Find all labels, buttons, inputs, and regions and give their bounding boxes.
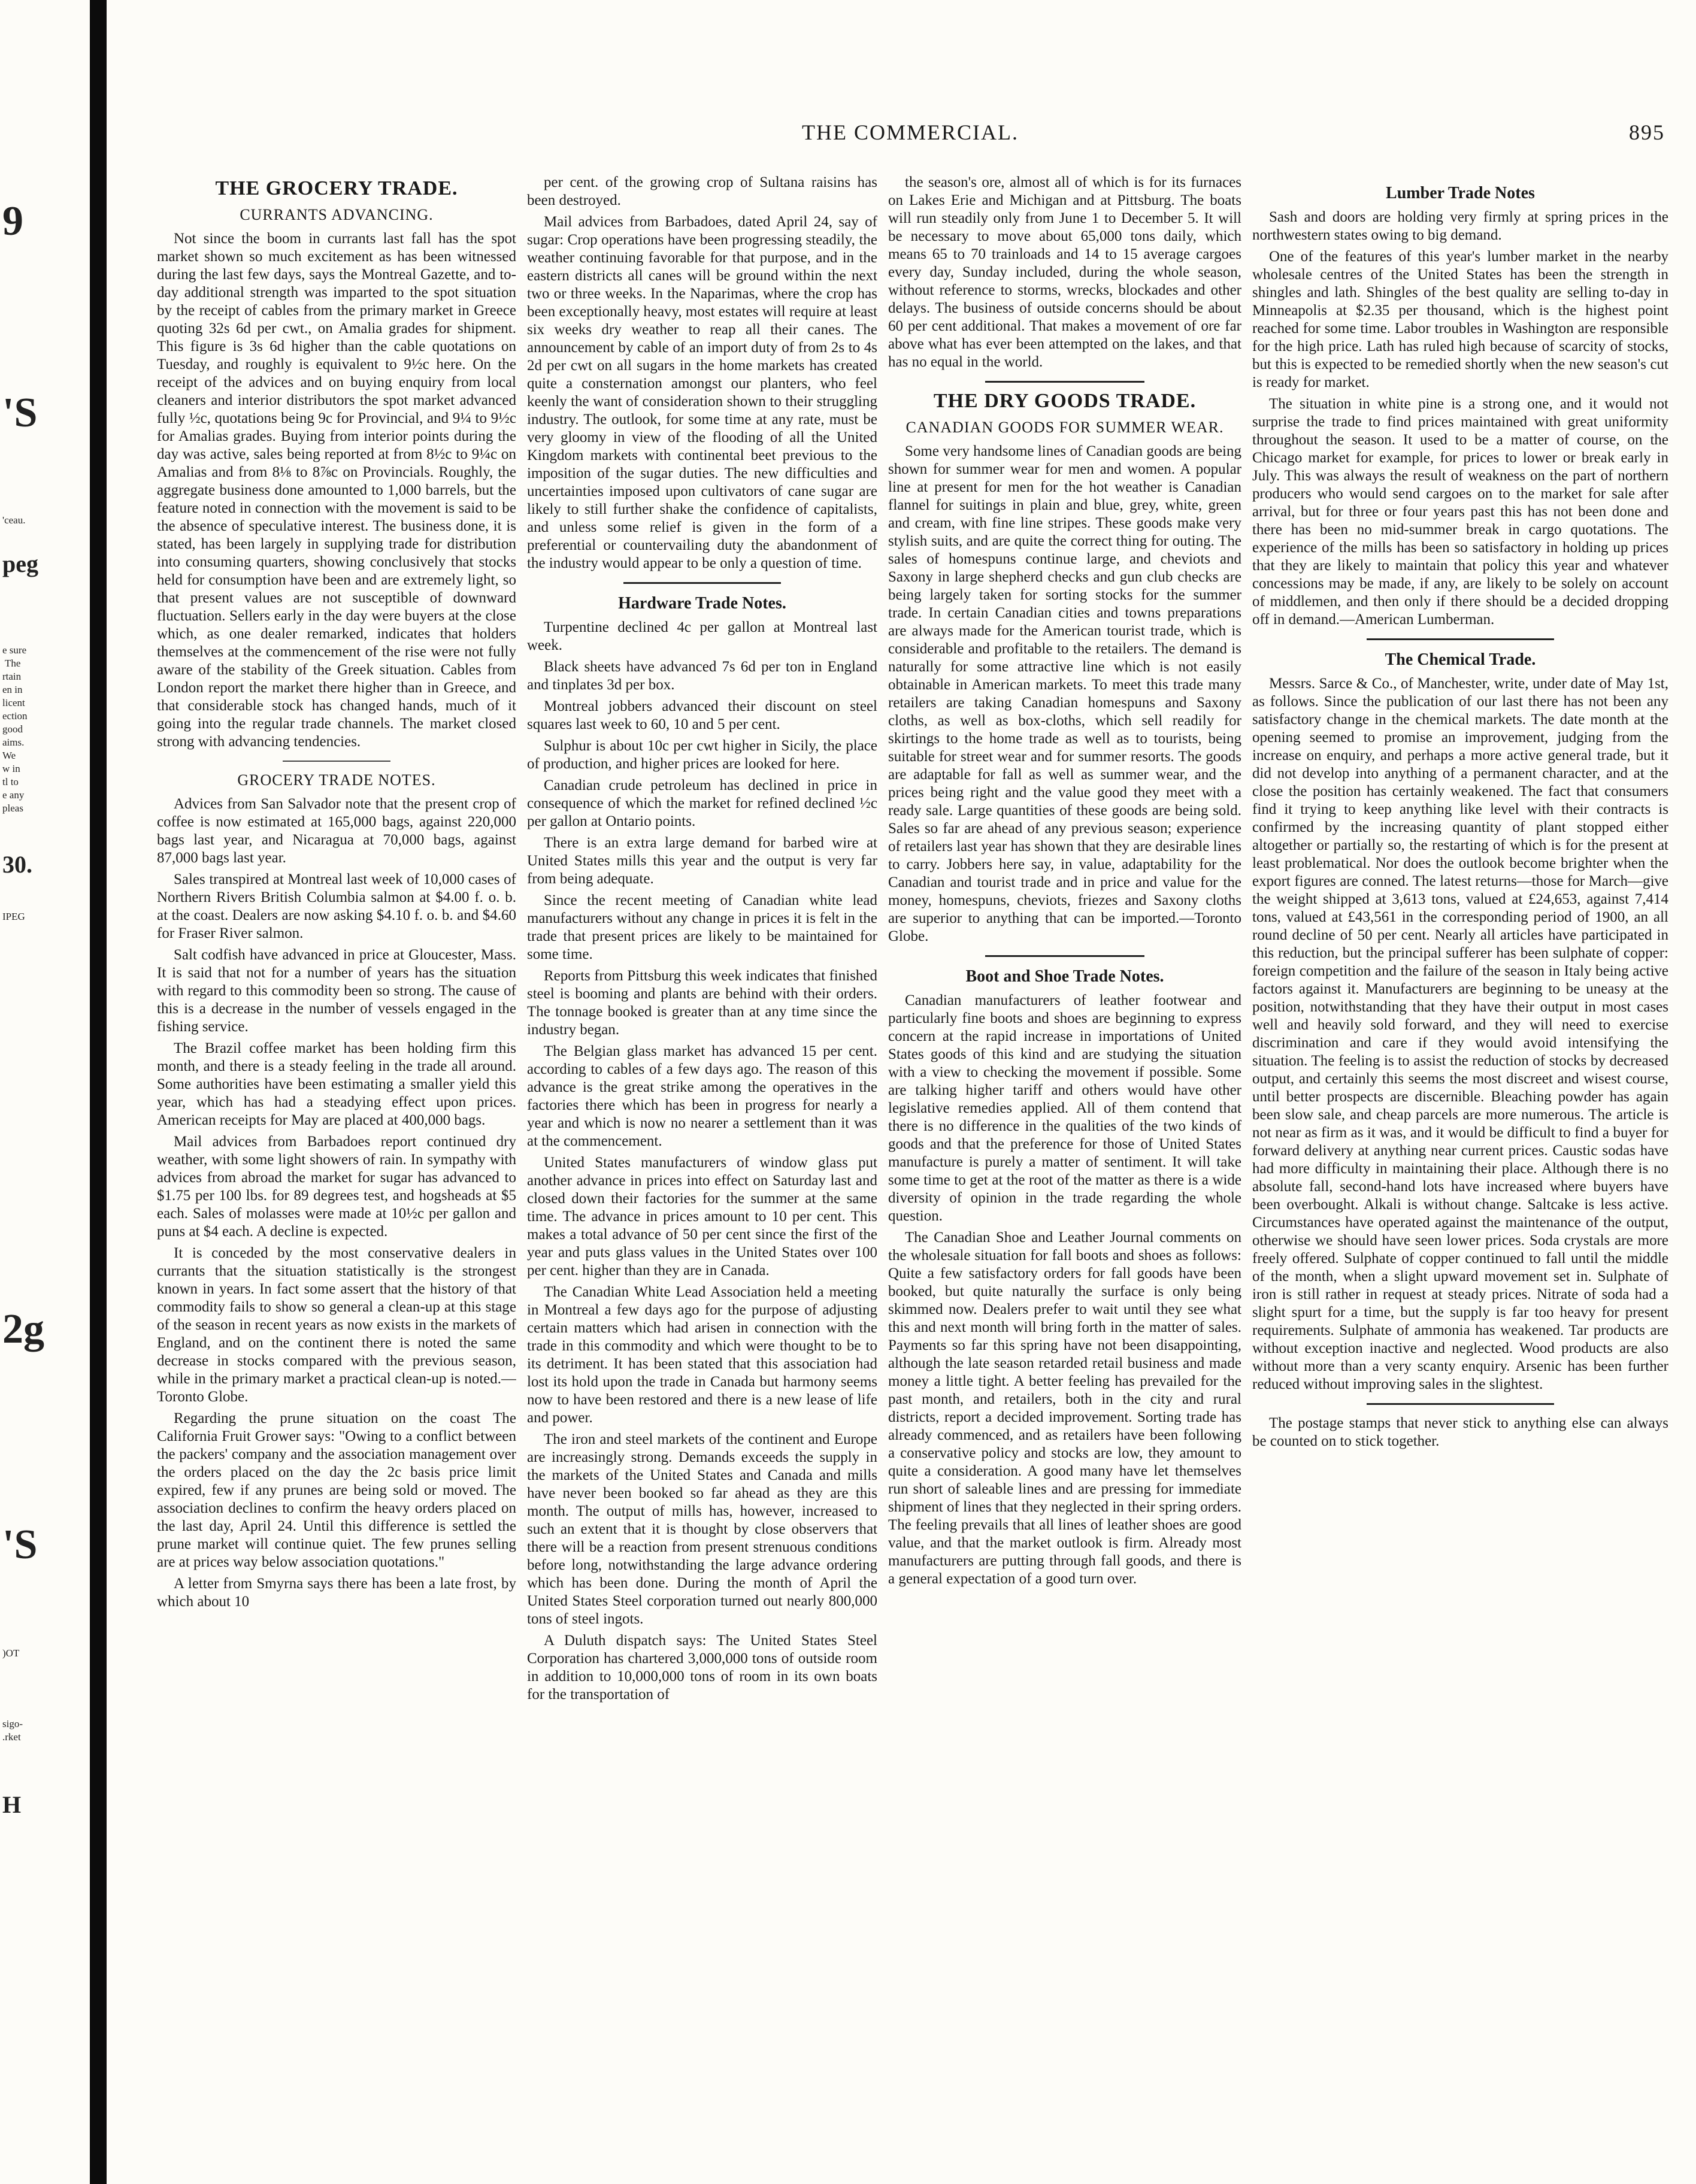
paragraph: Montreal jobbers advanced their discount on steel squares last week to 60, 10 and 5 per cent.: [527, 698, 877, 732]
paragraph: The Canadian Shoe and Leather Journal comments on the wholesale situation for fall boots and shoes as follows: Quite a few satisfactory orders for fall goods have been booked, but quite naturally the surface is only being skimmed now. Dealers prefer to wait until they see what this and next month will bring forth in the matter of sales. Payments so far this spring have not been disappointing, although the late season retarded retail business and made money a little tight. A better feeling has prevailed for the past month, and retailers, both in the city and rural districts, report a decided improvement. Sorting trade has already commenced, and as retailers have been following a conservative policy and stocks are low, they amount to quite a consideration. A good many have let themselves run short of saleable lines and are pressing for immediate shipment of lines that they neglected in their spring orders. The feeling prevails that all lines of leather shoes are good value, and that the market outlook is firm. Already most manufacturers are putting through fall goods, and there is a general expectation of a good turn over.: [888, 1229, 1241, 1587]
subheading-currants: CURRANTS ADVANCING.: [240, 206, 434, 223]
edge-fragment: peg: [2, 550, 38, 577]
paragraph: Advices from San Salvador note that the present crop of coffee is now estimated at 165,000 bags, against 220,000 bags last year, and Nicaragua at 70,000 bags, against 87,000 bags last year.: [157, 796, 516, 866]
paragraph: Sash and doors are holding very firmly at spring prices in the northwestern states owing to big demand.: [1252, 209, 1668, 243]
divider: [1367, 1403, 1554, 1405]
edge-fragment: IPEG: [2, 911, 25, 922]
binding-gutter: [90, 0, 107, 2184]
paragraph: The Canadian White Lead Association held a meeting in Montreal a few days ago for the purpose of adjusting certain matters which had arisen in connection with the trade in this commodity and which were thought to be to its detriment. It has been stated that this association had lost its hold upon the trade in Canada but harmony seems now to have been restored and there is a new lease of life and power.: [527, 1284, 877, 1426]
paragraph: Turpentine declined 4c per gallon at Montreal last week.: [527, 619, 877, 653]
subheading-grocery-notes: GROCERY TRADE NOTES.: [237, 771, 436, 789]
left-edge-strip: [0, 0, 90, 2184]
article-body: [157, 230, 516, 751]
article-body: [527, 174, 877, 572]
paragraph: Canadian manufacturers of leather footwear and particularly fine boots and shoes are beginning to express concern at the rapid increase in importations of United States goods of this kind and are studying the situation with a view to checking the movement if possible. Some are talking higher tariff and others would have other legislative remedies applied. All of them contend that there is no difference in the qualities of the two kinds of goods and that the preference for those of United States manufacture is purely a matter of sentiment. It will take some time to get at the root of the matter as there is a wide diversity of opinion in the trade regarding the whole question.: [888, 992, 1241, 1224]
publication-title: THE COMMERCIAL.: [802, 120, 1019, 144]
paragraph: One of the features of this year's lumber market in the nearby wholesale centres of the United States has been the strength in shingles and lath. Shingles of the best quality are selling to-day in Minneapolis at $2.35 per thousand, which is the highest point reached for some time. Labor troubles in Washington are responsible for the high price. Lath has ruled high because of scarcity of stocks, but this is expected to be remedied shortly when the new season's cut is ready for market.: [1252, 249, 1668, 390]
divider: [985, 381, 1144, 383]
article-body: [1252, 675, 1668, 1394]
edge-fragment: 30.: [2, 851, 32, 878]
paragraph: Reports from Pittsburg this week indicates that finished steel is booming and plants are behind with their orders. The tonnage booked is greater than at any time since the industry began.: [527, 968, 877, 1038]
section-heading-dry-goods: THE DRY GOODS TRADE.: [933, 390, 1197, 412]
paragraph: There is an extra large demand for barbed wire at United States mills this year and the output is very far from being adequate.: [527, 835, 877, 887]
article-body: [888, 443, 1241, 946]
column-1: [157, 174, 516, 2168]
edge-fragment: e sure The rtain en in licent ection good aims. We w in tl to e any pleas: [2, 644, 28, 814]
divider: [985, 955, 1144, 957]
paragraph: per cent. of the growing crop of Sultana raisins has been destroyed.: [527, 174, 877, 208]
paragraph: A letter from Smyrna says there has been a late frost, by which about 10: [157, 1576, 516, 1610]
edge-fragment: 'S: [2, 390, 38, 436]
column-2: [527, 174, 877, 2168]
edge-fragment: 'S: [2, 1522, 38, 1568]
paragraph: Regarding the prune situation on the coast The California Fruit Grower says: "Owing to a conflict between the packers' company and the association management over the orders placed on the day the 2c basis price limit expired, few if any prunes are being sold or moved. The association declines to confirm the heavy orders placed on the last day, April 24. Until this difference is settled the prune market will continue quiet. The few prunes selling are at prices way below association quotations.": [157, 1410, 516, 1570]
edge-fragment: H: [2, 1791, 22, 1818]
paragraph: United States manufacturers of window glass put another advance in prices into effect on Saturday last and closed down their factories for the summer at the same time. The advance in prices amount to 10 per cent. This makes a total advance of 50 per cent since the first of the year and puts glass values in the United States over 100 per cent. higher than they are in Canada.: [527, 1155, 877, 1279]
article-body: [888, 992, 1241, 1588]
section-heading-lumber: Lumber Trade Notes: [1386, 184, 1535, 202]
article-body: [527, 619, 877, 1704]
paragraph: It is conceded by the most conservative dealers in currants that the situation statistically is the strongest known in years. In fact some assert that the history of that commodity fails to show so general a clean-up at this stage of the season in recent years as now exists in the markets of England, and on the continent there is noted the same decrease in stocks compared with the previous season, while in the primary market a practical clean-up is noted.—Toronto Globe.: [157, 1245, 516, 1405]
edge-fragment: sigo- .rket: [2, 1718, 23, 1743]
edge-fragment: 9: [2, 198, 23, 244]
section-heading-chemical: The Chemical Trade.: [1385, 650, 1536, 669]
divider: [1367, 638, 1554, 640]
paragraph: the season's ore, almost all of which is for its furnaces on Lakes Erie and Michigan and at Pittsburg. The boats will run steadily only from June 1 to December 5. It will be necessary to move about 65,000 tons daily, which means 65 to 70 trainloads and 14 to 15 average cargoes every day, Sunday included, during the whole season, without reference to storms, wrecks, blockades and other delays. The business of outside concerns should be about 60 per cent additional. That makes a movement of ore far above what has ever been attempted on the lakes, and that has no equal in the world.: [888, 174, 1241, 370]
paragraph: Sulphur is about 10c per cwt higher in Sicily, the place of production, and higher prices are looked for here.: [527, 738, 877, 772]
paragraph: Black sheets have advanced 7s 6d per ton in England and tinplates 3d per box.: [527, 659, 877, 693]
paragraph: The Brazil coffee market has been holding firm this month, and there is a steady feeling in the trade all around. Some authorities have been estimating a smaller yield this year, which has had a steadying effect upon prices. American receipts for May are placed at 400,000 bags.: [157, 1040, 516, 1128]
edge-fragment: )OT: [2, 1647, 20, 1659]
edge-fragment: 'ceau.: [2, 514, 26, 526]
column-3: [888, 174, 1241, 2168]
paragraph: The iron and steel markets of the continent and Europe are increasingly strong. Demands exceeds the supply in the markets of the United States and Canada and mills have never been booked so far ahead as they are this month. The output of mills has, however, increased to such an extent that it is thought by close observers that there will be a reaction from present strenuous conditions before long, notwithstanding the large advance ordering which has been done. During the month of April the United States Steel corporation turned out nearly 800,000 tons of steel ingots.: [527, 1431, 877, 1627]
page-number: 895: [1629, 120, 1665, 144]
edge-fragment: 2g: [2, 1306, 44, 1352]
subheading-canadian-goods: CANADIAN GOODS FOR SUMMER WEAR.: [905, 419, 1224, 436]
paragraph: Mail advices from Barbadoes report continued dry weather, with some light showers of rain. In sympathy with advices from abroad the market for sugar has advanced to $1.75 per 100 lbs. for 89 degrees test, and hogsheads at $5 each. Sales of molasses were made at 10½c per gallon and puns at $4 each. A decline is expected.: [157, 1134, 516, 1240]
paragraph: Some very handsome lines of Canadian goods are being shown for summer wear for men and women. A popular line at present for men for the hot weather is Canadian flannel for suitings in plain and blue, grey, white, green and cream, with fine line stripes. These goods make very stylish suits, and are quite the correct thing for outing. The sales of homespuns continue large, and cheviots and Saxony in large shepherd checks and gun club checks are being largely taken for sorting stocks for the summer trade. In certain Canadian cities and towns preparations are always made for the American tourist trade, which is considerable and profitable to the retailers. The demand is naturally for some attractive line which is not easily obtainable in American markets. To meet this trade many retailers are taking Canadian homespuns and Saxony cloths, as well as box-cloths, which sell readily for skirtings to the home trade as well as to tourists, being suitable for street wear and for summer resorts. The goods are adaptable for fall as well as summer wear, and the prices being right and the value good they meet with a ready sale. Large quantities of these goods are being sold. Sales so far are ahead of any previous season; experience of retailers last year has shown that they are desirable lines to carry. Jobbers here say, in value, adaptability for the Canadian and tourist trade and in price and value for the money, homespuns, cheviots, friezes and Saxony cloths are superior to anything that can be imported.—Toronto Globe.: [888, 443, 1241, 944]
paragraph: A Duluth dispatch says: The United States Steel Corporation has chartered 3,000,000 tons of outside room in addition to 10,000,000 tons of room in its own boats for the transportation of: [527, 1632, 877, 1703]
section-heading-hardware: Hardware Trade Notes.: [618, 594, 786, 613]
column-4: [1252, 174, 1668, 2168]
divider: [623, 582, 781, 584]
paragraph: The Belgian glass market has advanced 15 per cent. according to cables of a few days ago. The reason of this advance is the great strike among the operatives in the factories there which has been in progress for nearly a year and which is now no nearer a settlement than it was at the commencement.: [527, 1043, 877, 1149]
paragraph: Since the recent meeting of Canadian white lead manufacturers without any change in prices it is felt in the trade that present prices are likely to be maintained for some time.: [527, 892, 877, 962]
section-heading-grocery: THE GROCERY TRADE.: [215, 177, 458, 199]
article-body: [157, 795, 516, 1611]
paragraph: Messrs. Sarce & Co., of Manchester, write, under date of May 1st, as follows. Since the publication of our last there has not been any satisfactory change in the chemical markets. The date month at the opening seemed to promise an improvement, judging from the increase on enquiry, and perhaps a more active general trade, but it did not develop into anything of a permanent character, and at the close the position has certainly weakened. The fact that consumers find it trying to keep anything like level with their contracts is confirmed by the increasing quantity of plant stopped either altogether or partially so, the restarting of which is for the present at least problematical. Nor does the outlook become brighter when the export figures are conned. The latest returns—those for March—give the weight shipped at 3,613 tons, valued at £24,653, against 7,414 tons, valued at £43,561 in the corresponding period of 1900, an all round decline of 50 per cent. Nearly all articles have participated in this reduction, but the principal sufferer has been sulphate of copper: foreign competition and the failure of the season in Italy being active factors against it. Manufacturers are beginning to be uneasy at the position, notwithstanding that they have their output in most cases well and heavily sold forward, and they will need to exercise discrimination and care if they would avoid intensifying the situation. The feeling is to assist the reduction of stocks by decreased output, and certainly this seems the most discreet and wisest course, until better prospects are discernible. Bleaching powder has again been slow sale, and cheap parcels are more numerous. The article is not near as firm as it was, and it would be difficult to find a buyer for forward delivery at anything near current prices. Caustic sodas have had more difficulty in maintaining their place. Although there is no absolute fall, second-hand lots have increased where buyers have been overbought. Alkali is without change. Saltcake is less active. Circumstances have operated against the maintenance of the output, otherwise we should have seen lower prices. Soda crystals are more freely offered. Sulphate of copper continued to fall until the middle of the month, when a slight upward movement set in. Sulphate of iron is still rather in request at steady prices. Nitrate of soda had a slight spurt for a time, but the supply is far too heavy for present requirements. Sulphate of ammonia has weakened. Tar products are without exception inactive and neglected. Wood products are also without more than a very scanty enquiry. Arsenic has been further reduced without improving sales in the slightest.: [1252, 676, 1668, 1392]
paragraph: The situation in white pine is a strong one, and it would not surprise the trade to find prices maintained with great uniformity throughout the season. It used to be a matter of course, on the Chicago market for example, for prices to lower or break early in July. This was always the result of weakness on the part of northern producers who would send cargoes on to the market for sale after arrival, but for three or four years past this has not been done and there has been no mid-summer break in cargo quotations. The experience of the mills has been so satisfactory in holding up prices that they are likely to maintain that policy this year and whatever concessions may be made, if any, are likely to be solely on account of middlemen, and then only if there should be a decided dropping off in demand.—American Lumberman.: [1252, 396, 1668, 628]
closing-note: The postage stamps that never stick to anything else can always be counted on to stick together.: [1252, 1415, 1668, 1449]
section-heading-boot-shoe: Boot and Shoe Trade Notes.: [965, 967, 1164, 986]
paragraph: Sales transpired at Montreal last week of 10,000 cases of Northern Rivers British Columbia salmon at $4.00 f. o. b. at the coast. Dealers are now asking $4.10 f. o. b. and $4.60 for Fraser River salmon.: [157, 871, 516, 941]
paragraph: Canadian crude petroleum has declined in price in consequence of which the market for refined declined ½c per gallon at Ontario points.: [527, 777, 877, 829]
paragraph: Salt codfish have advanced in price at Gloucester, Mass. It is said that not for a number of years has the situation with regard to this commodity been so strong. The cause of this is a decrease in the number of vessels engaged in the fishing service.: [157, 947, 516, 1035]
paragraph: Mail advices from Barbadoes, dated April 24, say of sugar: Crop operations have been progressing steadily, the weather continuing favorable for that purpose, and in the eastern districts all canes will be ground within the next two or three weeks. In the Naparimas, where the crop has been exceptionally heavy, most estates will require at least six weeks dry weather to reap all their canes. The announcement by cable of an import duty of from 2s to 4s 2d per cwt on all sugars in the home markets has created quite a consternation amongst our planters, who feel keenly the want of consideration shown to their struggling industry. The outlook, for some time at any rate, must be very gloomy in view of the flooding of all the United Kingdom markets with continental beet previous to the imposition of the sugar duties. The new difficulties and uncertainties imposed upon cultivators of cane sugar are likely to still further shake the confidence of capitalists, and unless some relief is given in the form of a preferential or countervailing duty the abandonment of the industry would appear to be only a question of time.: [527, 214, 877, 571]
article-body: [1252, 208, 1668, 629]
divider: [283, 761, 390, 762]
article-body: [888, 174, 1241, 371]
paragraph: Not since the boom in currants last fall has the spot market shown so much excitement as has been witnessed during the last few days, says the Montreal Gazette, and to-day additional strength was imparted to the spot situation by the receipt of cables from the primary market in Greece quoting 32s 6d per cwt., on Amalia grades for shipment. This figure is 3s 6d higher than the cable quotations on Tuesday, and roughly is equivalent to 9½c here. On the receipt of the advices and on buying enquiry from local cleaners and interior distributors the spot market advanced fully ½c, quotations being 9c for Provincial, and 9¼ to 9½c for Amalias grades. Buying from interior points during the day was active, sales being reported at from 8½c to 9¼c on Amalias and from 8⅛ to 8⅞c on Provincials. Roughly, the aggregate business done amounted to 1,000 barrels, but the feature noted in connection with the movement is said to be the absence of speculative interest. The business done, it is stated, has been largely in supplying trade for distribution into consuming quarters, showing conclusively that stocks held for consumption have been and are extremely light, so that present values are not susceptible of downward fluctuation. Sellers early in the day were buyers at the close which, as one dealer remarked, indicates that holders themselves at the commencement of the rise were not fully aware of the stability of the Greek situation. Cables from London report the market there higher than in Greece, and that considerable stock has changed hands, much of it going into the regular trade channels. The market closed strong with advancing tendencies.: [157, 231, 516, 750]
